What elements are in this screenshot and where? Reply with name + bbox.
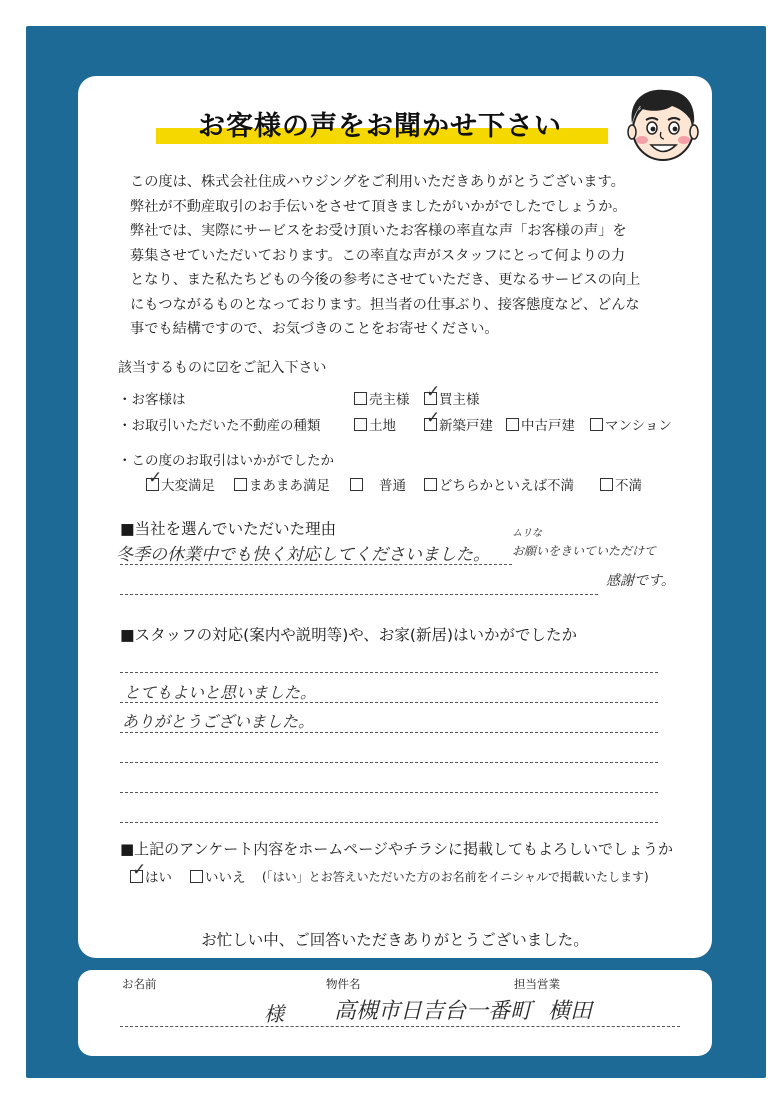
- option-seller[interactable]: [354, 388, 410, 408]
- name-value[interactable]: 様: [264, 1002, 284, 1026]
- reason-heading: ■当社を選んでいただいた理由: [120, 520, 337, 538]
- checkbox-checked-icon[interactable]: ✓: [146, 478, 159, 491]
- intro-line: となり、また私たちどもの今後の参考にさせていただき、更なるサービスの向上: [130, 272, 641, 288]
- option-label: 土地: [369, 418, 396, 434]
- staff-face-icon: [618, 86, 706, 164]
- answer-line: [120, 702, 658, 703]
- checkbox-icon[interactable]: [354, 418, 367, 431]
- option-label: 新築戸建: [439, 418, 493, 434]
- answer-line: [120, 594, 598, 595]
- intro-text: [130, 170, 690, 342]
- property-value[interactable]: 高槻市日吉台一番町: [334, 999, 533, 1024]
- checkbox-icon[interactable]: [424, 478, 437, 491]
- reason-answer-line2[interactable]: 感謝です。: [606, 573, 675, 589]
- closing-message: お忙しい中、ご回答いただきありがとうございました。: [201, 931, 589, 949]
- intro-line: この度は、株式会社住成ハウジングをご利用いただきありがとうございます。: [130, 174, 625, 190]
- staff-value[interactable]: 横田: [548, 999, 593, 1024]
- option-label: 売主様: [369, 392, 410, 408]
- footer-line: [120, 1026, 680, 1027]
- intro-line: 事でも結構ですので、お気づきのことをお寄せください。: [130, 321, 499, 337]
- name-label: お名前: [122, 977, 157, 991]
- reason-answer-line1[interactable]: 冬季の休業中でも快く対応してくださいました。: [116, 545, 490, 565]
- checkbox-icon[interactable]: [506, 418, 519, 431]
- option-neutral[interactable]: [350, 474, 406, 494]
- option-no[interactable]: [190, 866, 246, 886]
- intro-line: 募集させていただいております。この率直な声がスタッフにとって何よりの力: [130, 247, 626, 264]
- answer-line: [120, 822, 658, 823]
- intro-line: にもつながるものとなっております。担当者の仕事ぶり、接客態度など、どんな: [130, 296, 640, 313]
- option-label: はい: [145, 870, 172, 886]
- answer-line: [120, 732, 658, 733]
- option-used-house[interactable]: [506, 414, 575, 434]
- option-condo[interactable]: [590, 414, 672, 434]
- checkbox-icon[interactable]: [190, 870, 203, 883]
- intro-line: 弊社では、実際にサービスをお受け頂いたお客様の率直な声「お客様の声」を: [130, 223, 627, 239]
- checkbox-checked-icon[interactable]: ✓: [424, 392, 437, 405]
- option-label: どちらかといえば不満: [439, 478, 574, 494]
- reason-answer-line1b[interactable]: お願いをきいていただけて: [512, 544, 657, 558]
- answer-line: [120, 792, 658, 793]
- checkbox-icon[interactable]: [234, 478, 247, 491]
- answer-line: [120, 564, 512, 565]
- staff-answer-line2[interactable]: ありがとうございました。: [122, 712, 315, 731]
- checkbox-icon[interactable]: [590, 418, 603, 431]
- property-label: 物件名: [326, 977, 361, 991]
- option-buyer[interactable]: [424, 381, 480, 408]
- answer-line: [120, 672, 658, 673]
- option-yes[interactable]: [130, 859, 172, 886]
- option-label: 不満: [615, 478, 642, 494]
- option-dissatisfied[interactable]: [600, 474, 642, 494]
- publish-heading: ■上記のアンケート内容をホームページやチラシに掲載してもよろしいでしょうか: [120, 840, 673, 858]
- option-label: まあまあ満足: [249, 478, 330, 494]
- reason-annotation: ムリな: [512, 528, 542, 539]
- staff-answer-line1[interactable]: とてもよいと思いました。: [124, 683, 317, 702]
- checkbox-icon[interactable]: [354, 392, 367, 405]
- option-label: 大変満足: [161, 478, 215, 494]
- option-label: マンション: [605, 418, 672, 434]
- staff-label: 担当営業: [514, 977, 560, 991]
- check-instruction: 該当するものに☑をご記入下さい: [118, 360, 327, 376]
- checkbox-checked-icon[interactable]: ✓: [424, 418, 437, 431]
- staff-heading: ■スタッフの対応(案内や説明等)や、お家(新居)はいかがでしたか: [120, 626, 578, 644]
- satisfaction-label: ・この度のお取引はいかがでしたか: [118, 453, 334, 469]
- option-very-satisfied[interactable]: [146, 467, 215, 494]
- option-label: いいえ: [205, 870, 246, 886]
- option-label: 買主様: [439, 392, 480, 408]
- option-new-house[interactable]: [424, 407, 493, 434]
- checkbox-icon[interactable]: [600, 478, 613, 491]
- answer-line: [120, 762, 658, 763]
- option-label: 普通: [379, 478, 406, 494]
- publish-note: (「はい」とお答えいただいた方のお名前をイニシャルで掲載いたします): [262, 870, 649, 884]
- option-label: 中古戸建: [521, 418, 575, 434]
- property-type-label: ・お取引いただいた不動産の種類: [118, 418, 321, 434]
- checkbox-icon[interactable]: [350, 478, 363, 491]
- option-somewhat-dissatisfied[interactable]: [424, 474, 574, 494]
- customer-type-label: ・お客様は: [118, 392, 186, 408]
- option-somewhat-satisfied[interactable]: [234, 474, 330, 494]
- option-land[interactable]: [354, 414, 396, 434]
- title-block: [150, 104, 610, 148]
- intro-line: 弊社が不動産取引のお手伝いをさせて頂きましたがいかがでしたでしょうか。: [130, 198, 627, 215]
- page-title: お客様の声をお聞かせ下さい: [198, 111, 562, 142]
- checkbox-checked-icon[interactable]: ✓: [130, 870, 143, 883]
